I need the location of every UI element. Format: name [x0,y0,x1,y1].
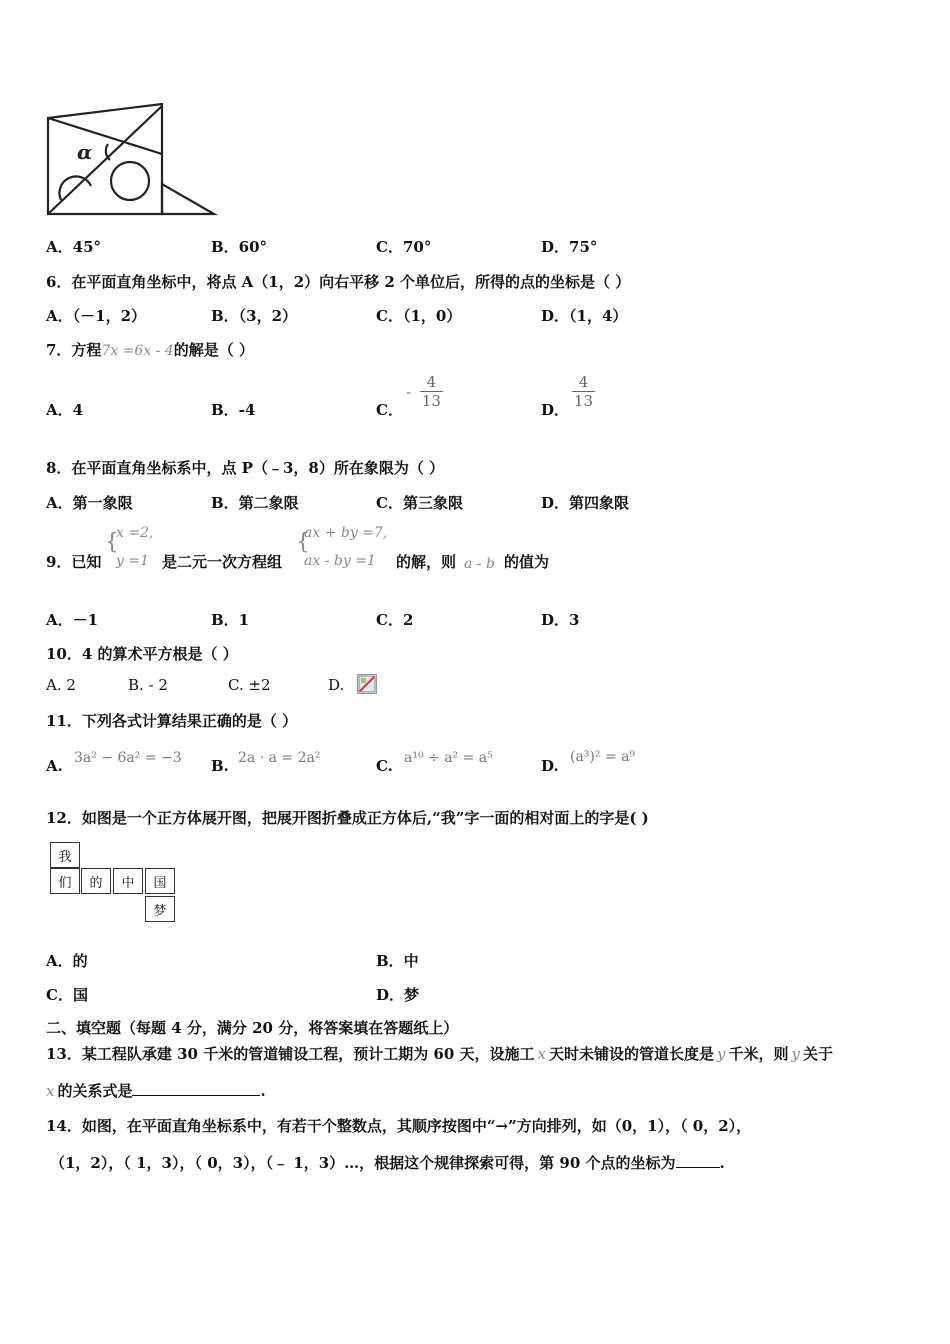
q5-option-c: C．70° [376,238,432,256]
q13-line2 [46,1080,266,1101]
q13-text-b: 天时未铺设的管道长度是 [548,1045,714,1063]
q13-var-x-2: x [46,1082,55,1100]
q9-prefix: 9．已知 [46,553,102,571]
q7-c-num: 4 [426,373,437,391]
q11-expr-c: a¹⁰ ÷ a² = a⁵ [404,750,493,766]
q9-brace-2: { [296,530,310,555]
q9-suffix1: 的解，则 [396,553,457,571]
q14-line2 [50,1152,725,1173]
q8-option-b: B．第二象限 [211,494,299,512]
q10-option-b: B. - 2 [128,676,168,694]
q13-text-e: 的关系式是 [57,1082,133,1100]
q9-expr: a - b [464,556,495,572]
q7-equation: 7x =6x - 4 [101,343,174,359]
net-cell-zhong: 中 [113,868,143,894]
q10-option-c: C. ±2 [228,676,271,694]
q12-option-a: A．的 [46,952,88,970]
q6-option-c: C．（1，0） [376,307,462,325]
q7-option-c-fraction [406,373,443,410]
q9-sys2-line1: ax + by =7, [304,525,388,541]
q13-var-y: y [717,1045,726,1063]
q7-option-c: C． [376,401,403,419]
q8-stem: 8．在平面直角坐标系中，点 P（﹣3，8）所在象限为（ ） [46,459,445,477]
q9-middle: 是二元一次方程组 [162,553,283,571]
q5-option-b: B．60° [211,238,268,256]
net-cell-men: 们 [50,868,80,894]
q5-option-d: D．75° [541,238,598,256]
q11-expr-b: 2a · a = 2a² [238,750,321,766]
q6-option-b: B．（3，2） [211,307,298,325]
q14-end: . [719,1154,725,1172]
q9-brace-1: { [105,530,119,555]
q13-end: . [260,1082,266,1100]
q11-expr-a: 3a² − 6a² = −3 [74,750,182,766]
q9-option-b: B．1 [211,611,250,629]
q13-line1 [46,1043,833,1064]
q11-expr-d: (a³)² = a⁹ [570,749,636,765]
q7-option-d: D． [541,401,570,419]
q14-text: （1，2），（ 1，3），（ 0，3），（﹣ 1，3）…，根据这个规律探索可得，第 90 个点的坐标为 [50,1154,676,1172]
q6-option-d: D．（1，4） [541,307,628,325]
q8-option-d: D．第四象限 [541,494,630,512]
q8-option-c: C．第三象限 [376,494,463,512]
q13-answer-blank[interactable] [132,1095,260,1096]
q13-text-d: 关于 [802,1045,833,1063]
section2-title: 二、填空题（每题 4 分，满分 20 分，将答案填在答题纸上） [46,1019,459,1037]
q7-option-a: A．4 [46,401,84,419]
q5-option-a: A．45° [46,238,102,256]
q14-answer-blank[interactable] [676,1167,720,1168]
q10-stem: 10．4 的算术平方根是（ ） [46,645,238,663]
net-cell-de: 的 [81,868,111,894]
q13-var-y-2: y [791,1045,800,1063]
q13-var-x: x [537,1045,546,1063]
q7-prefix: 7．方程 [46,341,102,359]
q9-sys1-line1: x =2, [116,525,154,541]
q7-d-num: 4 [578,373,589,391]
q13-text-c: 千米，则 [728,1045,789,1063]
q12-option-d: D．梦 [376,986,420,1004]
q8-option-a: A．第一象限 [46,494,133,512]
net-cell-wo: 我 [50,842,80,868]
q11-label-c: C. [376,757,393,775]
net-cell-meng: 梦 [145,896,175,922]
q11-label-d: D. [541,757,559,775]
q10-option-d: D. [328,676,345,694]
q11-label-a: A. [46,757,63,775]
net-cell-guo: 国 [145,868,175,894]
alpha-label: α [77,140,93,164]
q7-suffix: 的解是（ ） [173,341,254,359]
q7-d-den: 13 [574,392,594,410]
q12-stem: 12．如图是一个正方体展开图，把展开图折叠成正方体后,“我”字一面的相对面上的字是( ) [46,809,649,827]
q6-stem: 6．在平面直角坐标中，将点 A（1，2）向右平移 2 个单位后，所得的点的坐标是（ ） [46,273,631,291]
q10-option-a: A. 2 [46,676,76,694]
q11-label-b: B. [211,757,229,775]
q13-text-a: 13．某工程队承建 30 千米的管道铺设工程，预计工期为 60 天，设施工 [46,1045,535,1063]
q7-c-den: 13 [421,392,441,410]
q9-option-a: A．－1 [46,611,99,629]
q9-suffix2: 的值为 [504,553,550,571]
q7-c-sign: - [406,382,412,401]
q9-sys1-line2: y =1 [116,553,149,569]
q11-stem: 11．下列各式计算结果正确的是（ ） [46,712,298,730]
set-square-figure [44,100,220,220]
broken-image-icon [357,674,377,694]
q9-sys2-line2: ax - by =1 [304,553,376,569]
q14-line1: 14．如图，在平面直角坐标系中，有若干个整数点，其顺序按图中“→”方向排列，如（0，1），（ 0，2）， [46,1117,752,1135]
q9-option-c: C．2 [376,611,414,629]
q7-stem [46,339,254,360]
q12-option-c: C．国 [46,986,88,1004]
q6-option-a: A．（－1，2） [46,307,147,325]
q12-option-b: B．中 [376,952,419,970]
q7-option-b: B．-4 [211,401,256,419]
q7-option-d-fraction [572,373,595,410]
q9-option-d: D．3 [541,611,580,629]
